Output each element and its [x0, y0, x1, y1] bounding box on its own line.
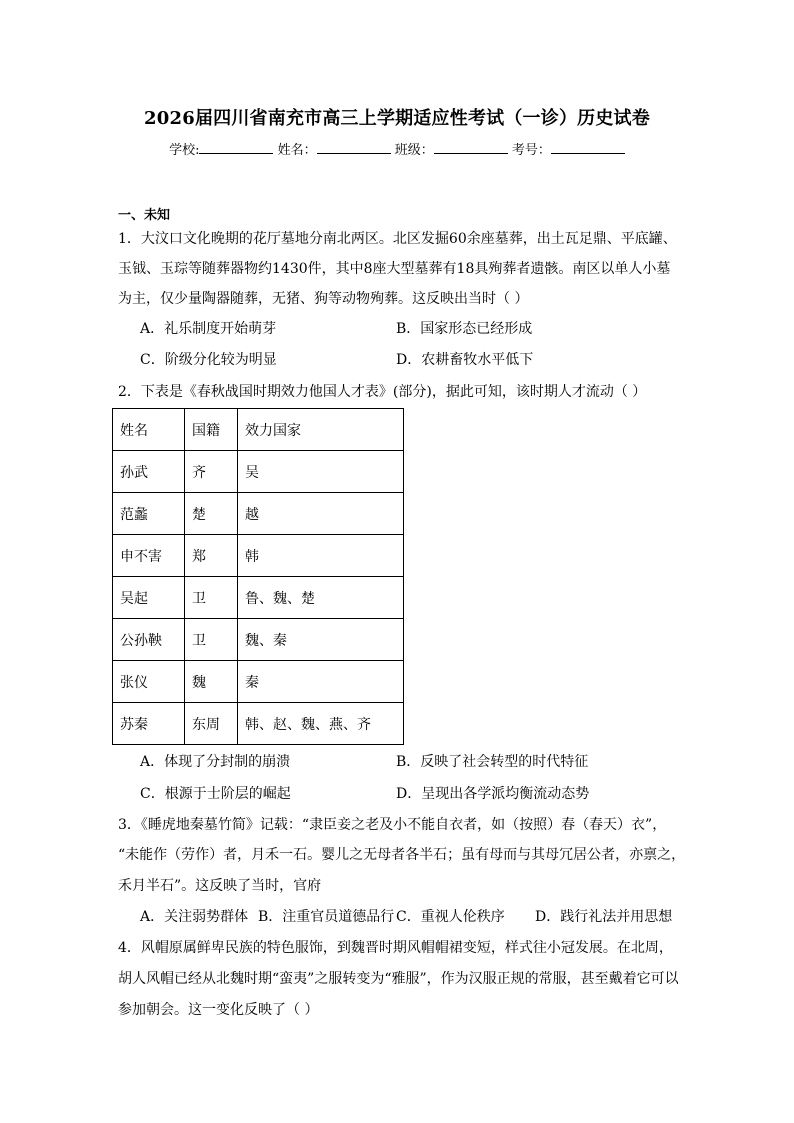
- table-cell: 卫: [185, 619, 238, 661]
- table-row: [113, 535, 404, 577]
- question-1-option-a[interactable]: A．礼乐制度开始萌芽: [140, 321, 277, 337]
- table-cell: 张仪: [113, 661, 185, 703]
- number-label: 考号：: [511, 143, 551, 158]
- question-3-line-2: “未能作（劳作）者，月禾一石。婴儿之无母者各半石；虽有母而与其母冗居公者，亦禀之，: [118, 847, 686, 863]
- table-row: [113, 661, 404, 703]
- name-label: 姓名：: [277, 143, 317, 158]
- question-4-line-3: 参加朝会。这一变化反映了（ ）: [118, 1002, 319, 1018]
- question-1-option-d[interactable]: D．农耕畜牧水平低下: [396, 352, 534, 368]
- question-4-line-1: 4．风帽原属鲜卑民族的特色服饰，到魏晋时期风帽帽裙变短，样式往小冠发展。在北周，: [118, 940, 673, 956]
- section-heading: 一、未知: [118, 208, 171, 223]
- table-cell: 越: [238, 493, 404, 535]
- question-2-line-1: 2．下表是《春秋战国时期效力他国人才表》(部分)，据此可知，该时期人才流动（ ）: [118, 384, 647, 400]
- table-cell: 吴: [238, 451, 404, 493]
- question-3-option-c[interactable]: C．重视人伦秩序: [396, 909, 505, 925]
- question-1-line-3: 为主，仅少量陶器随葬，无猪、狗等动物殉葬。这反映出当时（ ）: [118, 291, 529, 307]
- exam-title: 2026届四川省南充市高三上学期适应性考试（一诊）历史试卷: [144, 108, 650, 129]
- table-cell: 孙武: [113, 451, 185, 493]
- table-cell: 韩: [238, 535, 404, 577]
- table-row: [113, 493, 404, 535]
- question-3-line-1: 3．《睡虎地秦墓竹简》记载：“隶臣妾之老及小不能自衣者，如（按照）春（春天）衣”，: [118, 817, 667, 833]
- question-3-option-b[interactable]: B．注重官员道德品行: [258, 909, 395, 925]
- table-cell: 秦: [238, 661, 404, 703]
- question-4-line-2: 胡人风帽已经从北魏时期“蛮夷”之服转变为“雅服”，作为汉服正规的常服，甚至戴着它可以: [118, 971, 679, 987]
- table-cell: 楚: [185, 493, 238, 535]
- table-cell: 卫: [185, 577, 238, 619]
- name-blank[interactable]: [317, 141, 391, 154]
- table-header-cell: 姓名: [113, 409, 185, 451]
- table-cell: 魏、秦: [238, 619, 404, 661]
- question-3-option-d[interactable]: D．践行礼法并用思想: [535, 909, 673, 925]
- table-cell: 齐: [185, 451, 238, 493]
- question-1-line-2: 玉钺、玉琮等随葬器物约1430件，其中8座大型墓葬有18具殉葬者遗骸。南区以单人小墓: [118, 261, 671, 277]
- question-2-option-b[interactable]: B．反映了社会转型的时代特征: [396, 754, 589, 770]
- table-cell: 吴起: [113, 577, 185, 619]
- school-label: 学校:: [169, 143, 200, 158]
- school-blank[interactable]: [199, 141, 273, 154]
- question-3-option-a[interactable]: A．关注弱势群体: [140, 909, 249, 925]
- table-row: [113, 619, 404, 661]
- table-cell: 鲁、魏、楚: [238, 577, 404, 619]
- table-header-row: [113, 409, 404, 451]
- table-row: [113, 577, 404, 619]
- table-row: [113, 703, 404, 745]
- question-1-option-b[interactable]: B．国家形态已经形成: [396, 321, 533, 337]
- table-row: [113, 451, 404, 493]
- table-cell: 东周: [185, 703, 238, 745]
- table-header-cell: 国籍: [185, 409, 238, 451]
- table-cell: 申不害: [113, 535, 185, 577]
- table-cell: 郑: [185, 535, 238, 577]
- class-blank[interactable]: [434, 141, 508, 154]
- talent-flow-table: [112, 408, 404, 745]
- question-3-line-3: 禾月半石”。这反映了当时，官府: [118, 878, 322, 894]
- table-cell: 魏: [185, 661, 238, 703]
- student-info-line: [0, 139, 794, 158]
- question-2-option-a[interactable]: A．体现了分封制的崩溃: [140, 754, 291, 770]
- table-header-cell: 效力国家: [238, 409, 404, 451]
- number-blank[interactable]: [551, 141, 625, 154]
- table-cell: 苏秦: [113, 703, 185, 745]
- table-cell: 公孙鞅: [113, 619, 185, 661]
- question-1-option-c[interactable]: C．阶级分化较为明显: [140, 352, 277, 368]
- question-1-line-1: 1．大汶口文化晚期的花厅墓地分南北两区。北区发掘60余座墓葬，出土瓦足鼎、平底罐、: [118, 231, 677, 247]
- class-label: 班级：: [394, 143, 434, 158]
- question-2-option-c[interactable]: C．根源于士阶层的崛起: [140, 786, 291, 802]
- table-cell: 韩、赵、魏、燕、齐: [238, 703, 404, 745]
- question-2-option-d[interactable]: D．呈现出各学派均衡流动态势: [396, 786, 590, 802]
- table-cell: 范蠡: [113, 493, 185, 535]
